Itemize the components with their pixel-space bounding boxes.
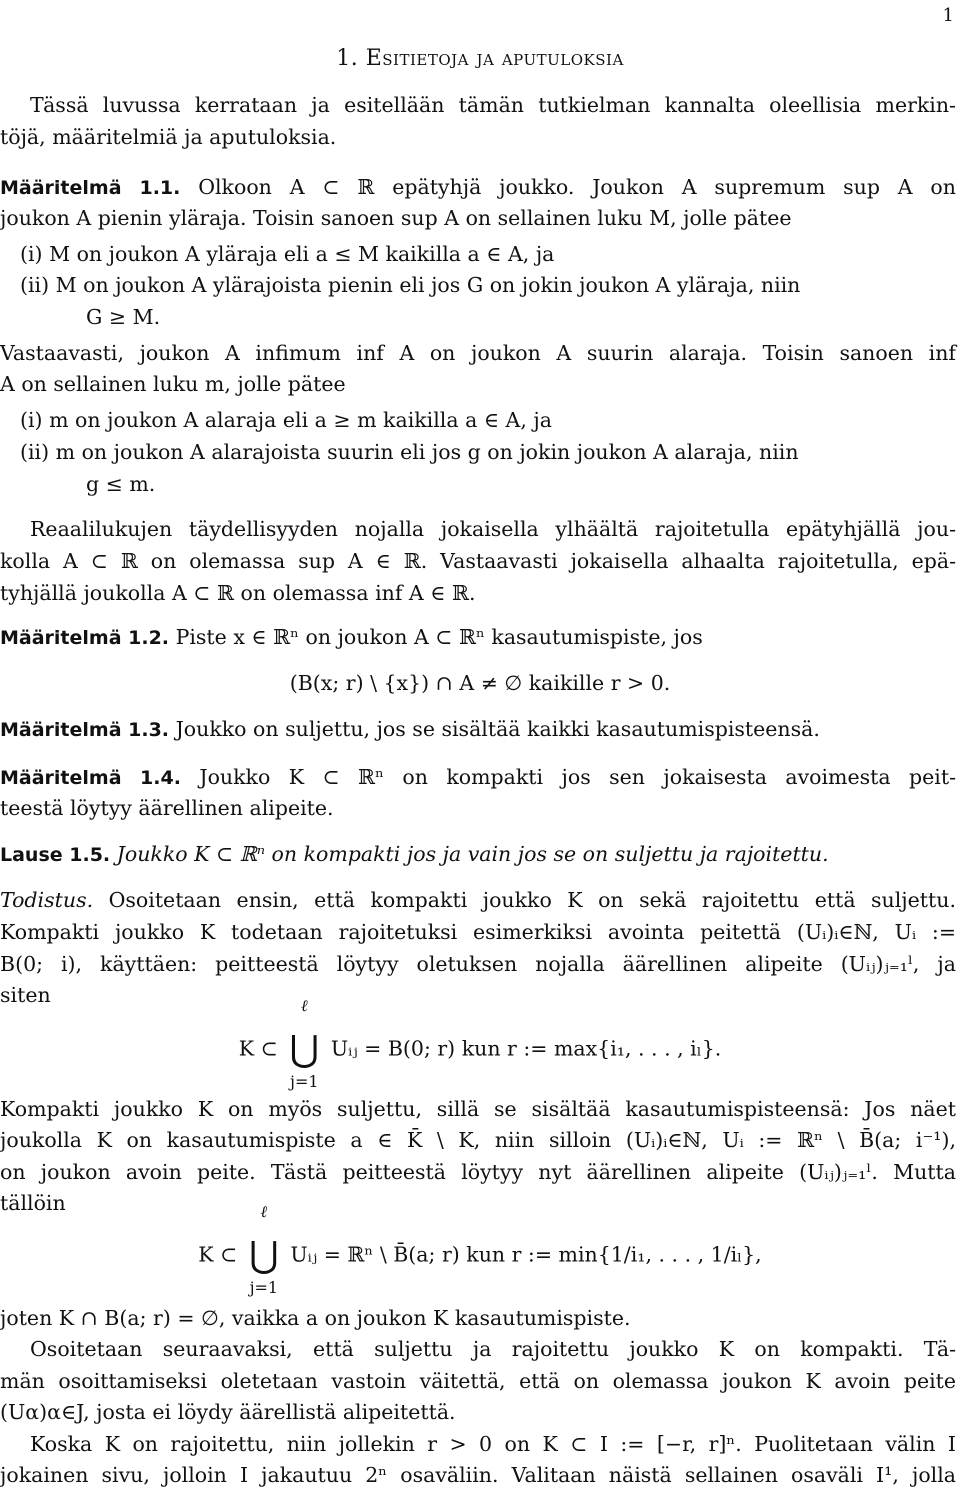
thm15-text: Joukko K ⊂ ℝⁿ on kompakti jos ja vain jos se on suljettu ja rajoitettu.: [116, 842, 829, 866]
intro-line-2: töjä, määritelmiä ja aputuloksia.: [0, 125, 337, 149]
def14-label: Määritelmä 1.4.: [0, 767, 181, 789]
display2-left: K ⊂: [198, 1242, 238, 1267]
thm15-label: Lause 1.5.: [0, 844, 111, 866]
def13-text: Joukko on suljettu, jos se sisältää kaikki kasautumispisteensä.: [175, 717, 820, 741]
def11-item-ii-cont: G ≥ M.: [86, 305, 161, 329]
proof-line-6: joukolla K on kasautumispiste a ∈ K̄ \ K, niin silloin (Uᵢ)ᵢ∈ℕ, Uᵢ := ℝⁿ \ B̄(a; i⁻¹),: [0, 1128, 956, 1152]
def11-inf-item-ii-cont: g ≤ m.: [86, 472, 156, 496]
section-heading: 1. Esitietoja ja aputuloksia: [336, 46, 624, 71]
display1-right: Uᵢⱼ = B(0; r) kun r := max{i₁, . . . , iₗ}.: [330, 1036, 722, 1061]
union-upper-limit: ℓ: [260, 1202, 268, 1221]
proof-line-8: tällöin: [0, 1191, 66, 1215]
proof-line-12: (Uα)α∈J, josta ei löydy äärellistä alipeitettä.: [0, 1400, 456, 1424]
proof-line-2: Kompakti joukko K todetaan rajoitetuksi esimerkiksi avointa peitettä (Uᵢ)ᵢ∈ℕ, Uᵢ :=: [0, 920, 956, 944]
proof-display-1: [0, 996, 960, 1091]
def11-inf-item-ii: (ii) m on joukon A alarajoista suurin eli jos g on jokin joukon A alaraja, niin: [20, 440, 799, 464]
def11-item-i: (i) M on joukon A yläraja eli a ≤ M kaikilla a ∈ A, ja: [20, 242, 555, 266]
def13-label: Määritelmä 1.3.: [0, 719, 170, 741]
def11-text-1: Olkoon A ⊂ ℝ epätyhjä joukko. Joukon A supremum sup A on: [198, 175, 956, 199]
proof-text-1: Osoitetaan ensin, että kompakti joukko K on sekä rajoitettu että suljettu.: [108, 888, 956, 912]
completeness-line-3: tyhjällä joukolla A ⊂ ℝ on olemassa inf A ∈ ℝ.: [0, 581, 476, 605]
def12-display-formula: (B(x; r) \ {x}) ∩ A ≠ ∅ kaikille r > 0.: [289, 671, 671, 695]
def14-line-1: [0, 761, 956, 794]
def14-text-1: Joukko K ⊂ ℝⁿ on kompakti jos sen jokaisesta avoimesta peit-: [199, 765, 956, 789]
def11-line-inf-1: Vastaavasti, joukon A infimum inf A on joukon A suurin alaraja. Toisin sanoen inf: [0, 341, 956, 365]
def12-line: [0, 621, 956, 654]
union-lower-limit: j=1: [290, 1072, 319, 1091]
big-union-symbol: ℓ ⋃ j=1: [284, 1030, 324, 1070]
proof-line-13: Koska K on rajoitettu, niin jollekin r > 0 on K ⊂ I := [−r, r]ⁿ. Puolitetaan välin I: [30, 1432, 956, 1456]
proof-line-1: [0, 884, 956, 916]
def11-line-1: [0, 171, 956, 204]
def11-line-inf-2: A on sellainen luku m, jolle pätee: [0, 372, 346, 396]
display2-right: Uᵢⱼ = ℝⁿ \ B̄(a; r) kun r := min{1/i₁, . . . , 1/iₗ},: [290, 1242, 762, 1267]
proof-line-7: on joukon avoin peite. Tästä peitteestä löytyy nyt äärellinen alipeite (Uᵢⱼ)ⱼ₌₁ˡ. Mutta: [0, 1160, 956, 1184]
proof-line-4: siten: [0, 983, 51, 1007]
display1-left: K ⊂: [238, 1036, 278, 1061]
proof-line-14: jokainen sivu, jolloin I jakautuu 2ⁿ osaväliin. Valitaan näistä sellainen osaväli I¹, jolla: [0, 1463, 956, 1487]
proof-line-10: Osoitetaan seuraavaksi, että suljettu ja rajoitettu joukko K on kompakti. Tä-: [30, 1337, 956, 1361]
def11-item-ii: (ii) M on joukon A ylärajoista pienin eli jos G on jokin joukon A yläraja, niin: [20, 273, 801, 297]
intro-line-1: Tässä luvussa kerrataan ja esitellään tämän tutkielman kannalta oleellisia merkin-: [30, 93, 956, 117]
proof-line-11: män osoittamiseksi oletetaan vastoin väitettä, että on olemassa joukon K avoin peite: [0, 1369, 956, 1393]
def12-text: Piste x ∈ ℝⁿ on joukon A ⊂ ℝⁿ kasautumispiste, jos: [175, 625, 703, 649]
proof-line-3: B(0; i), käyttäen: peitteestä löytyy oletuksen nojalla äärellinen alipeite (Uᵢⱼ)ⱼ₌₁ˡ, ja: [0, 952, 956, 976]
def12-label: Määritelmä 1.2.: [0, 627, 170, 649]
def14-line-2: teestä löytyy äärellinen alipeite.: [0, 796, 334, 820]
def11-inf-item-i: (i) m on joukon A alaraja eli a ≥ m kaikilla a ∈ A, ja: [20, 408, 552, 432]
proof-label: Todistus.: [0, 888, 94, 912]
page-number: 1: [942, 5, 954, 26]
union-lower-limit: j=1: [249, 1278, 279, 1297]
def11-line-2: joukon A pienin yläraja. Toisin sanoen sup A on sellainen luku M, jolle pätee: [0, 206, 792, 230]
completeness-line-2: kolla A ⊂ ℝ on olemassa sup A ∈ ℝ. Vastaavasti jokaisella alhaalta rajoitetulla, epä-: [0, 549, 956, 573]
big-union-symbol: ℓ ⋃ j=1: [244, 1236, 284, 1276]
completeness-line-1: Reaalilukujen täydellisyyden nojalla jokaisella ylhäältä rajoitetulla epätyhjällä jou-: [30, 517, 956, 541]
proof-line-5: Kompakti joukko K on myös suljettu, sillä se sisältää kasautumispisteensä: Jos näet: [0, 1097, 956, 1121]
def11-label: Määritelmä 1.1.: [0, 177, 181, 199]
proof-line-9: joten K ∩ B(a; r) = ∅, vaikka a on joukon K kasautumispiste.: [0, 1306, 631, 1330]
union-upper-limit: ℓ: [300, 996, 308, 1015]
thm15-line: [0, 838, 956, 871]
def13-line: [0, 713, 956, 746]
